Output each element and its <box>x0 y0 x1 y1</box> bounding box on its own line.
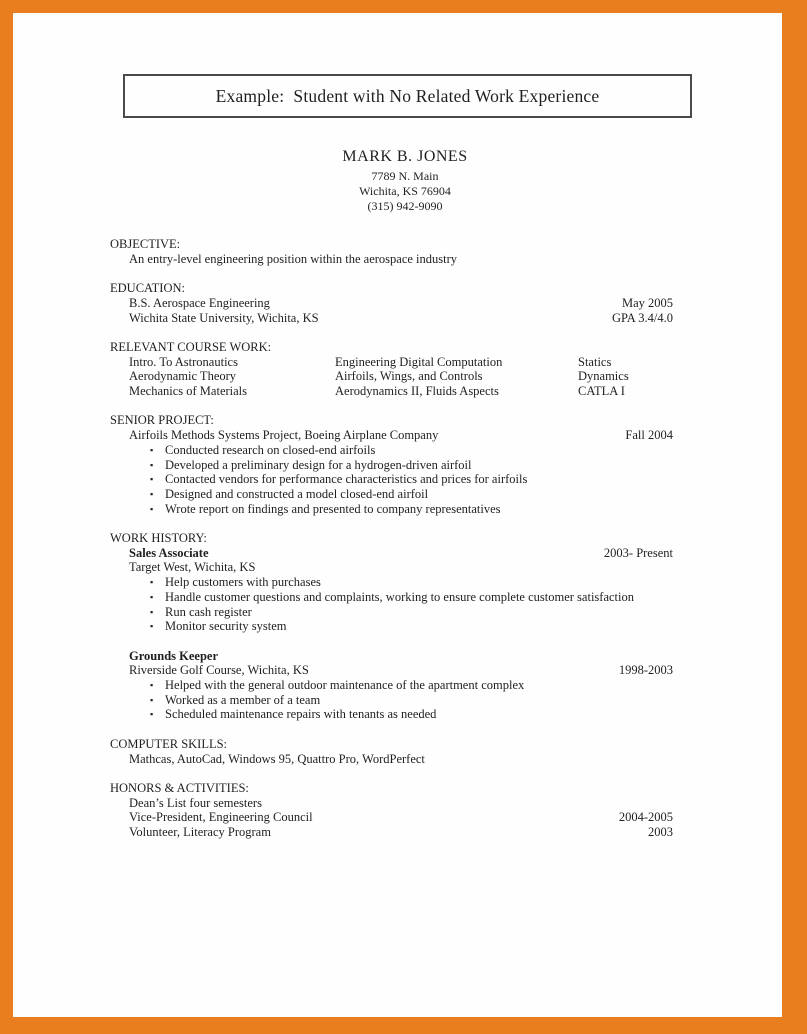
section-education <box>110 281 673 325</box>
bullet-item <box>150 693 673 708</box>
bullet-text: Scheduled maintenance repairs with tenants as needed <box>165 707 437 722</box>
job-employer-row <box>129 663 673 678</box>
degree: B.S. Aerospace Engineering <box>129 295 270 310</box>
bullet-item <box>150 575 673 590</box>
course-item: Dynamics <box>578 369 629 384</box>
section-computer-skills <box>110 737 673 766</box>
job-title-row <box>129 649 673 664</box>
bullet-text: Wrote report on findings and presented to company representatives <box>165 501 501 516</box>
contact-header <box>110 149 700 213</box>
bullet-item <box>150 605 673 620</box>
honors-item-date: 2003 <box>648 825 673 840</box>
section-senior-project <box>110 413 673 516</box>
job-date: 2003- Present <box>603 545 673 560</box>
coursework-col1 <box>129 355 335 399</box>
bullet-item <box>150 678 673 693</box>
city-state-zip: Wichita, KS 76904 <box>359 183 451 198</box>
bullet-text: Help customers with purchases <box>165 575 321 590</box>
bullet-square-icon: ▪ <box>150 694 154 705</box>
job-employer: Target West, Wichita, KS <box>129 560 256 575</box>
bullet-text: Helped with the general outdoor maintenance of the apartment complex <box>165 678 525 693</box>
bullet-text: Contacted vendors for performance characteristics and prices for airfoils <box>165 472 528 487</box>
bullet-item <box>150 458 673 473</box>
bullet-text: Designed and constructed a model closed-end airfoil <box>165 486 429 501</box>
project-date: Fall 2004 <box>625 428 673 443</box>
education-school-row <box>129 311 673 326</box>
bullet-item <box>150 472 673 487</box>
honors-item: Dean’s List four semesters <box>129 795 262 810</box>
course-item: CATLA I <box>578 384 625 398</box>
bullet-square-icon: ▪ <box>150 680 154 691</box>
job-employer-date: 1998-2003 <box>618 663 673 678</box>
education-heading: EDUCATION: <box>110 281 185 296</box>
course-item: Intro. To Astronautics <box>129 354 238 369</box>
honors-item: Vice-President, Engineering Council <box>129 810 313 825</box>
bullet-text: Conducted research on closed-end airfoils <box>165 442 376 457</box>
resume-body <box>110 237 673 840</box>
job-employer-row <box>129 560 673 575</box>
honors-item-row <box>129 796 673 811</box>
street-address: 7789 N. Main <box>371 169 439 183</box>
honors-item-row <box>129 825 673 840</box>
bullet-square-icon: ▪ <box>150 606 154 617</box>
computer-skills-heading: COMPUTER SKILLS: <box>110 736 228 751</box>
bullet-text: Developed a preliminary design for a hydrogen-driven airfoil <box>165 457 472 472</box>
course-item: Statics <box>578 354 612 369</box>
job-title-row <box>129 546 673 561</box>
senior-project-heading: SENIOR PROJECT: <box>110 413 214 428</box>
senior-project-title-row <box>129 428 673 443</box>
bullet-square-icon: ▪ <box>150 591 154 602</box>
bullet-square-icon: ▪ <box>150 577 154 588</box>
school: Wichita State University, Wichita, KS <box>129 310 319 325</box>
bullet-square-icon: ▪ <box>150 488 154 499</box>
degree-date: May 2005 <box>621 295 673 310</box>
example-title: Example: Student with No Related Work Experience <box>215 85 600 106</box>
honors-item: Volunteer, Literacy Program <box>129 825 271 840</box>
job-employer: Riverside Golf Course, Wichita, KS <box>129 663 309 678</box>
job-title: Sales Associate <box>129 545 209 560</box>
job-title: Grounds Keeper <box>129 648 219 663</box>
bullet-square-icon: ▪ <box>150 474 154 485</box>
course-item: Aerodynamics II, Fluids Aspects <box>335 384 499 398</box>
coursework-grid <box>129 355 673 399</box>
section-work-history <box>110 531 673 634</box>
section-honors <box>110 781 673 840</box>
course-item: Mechanics of Materials <box>129 384 248 398</box>
course-item: Aerodynamic Theory <box>129 369 237 384</box>
section-coursework <box>110 340 673 399</box>
bullet-square-icon: ▪ <box>150 621 154 632</box>
project-title: Airfoils Methods Systems Project, Boeing Airplane Company <box>129 428 439 443</box>
education-degree-row <box>129 296 673 311</box>
example-title-box <box>123 74 692 118</box>
candidate-name: MARK B. JONES <box>342 148 468 165</box>
bullet-item <box>150 502 673 517</box>
section-objective <box>110 237 673 266</box>
contact-address <box>110 169 700 213</box>
bullet-item <box>150 707 673 722</box>
objective-text: An entry-level engineering position within the aerospace industry <box>129 251 458 266</box>
bullet-text: Run cash register <box>165 604 252 619</box>
bullet-text: Monitor security system <box>165 619 287 634</box>
course-item: Airfoils, Wings, and Controls <box>335 369 483 384</box>
resume-page <box>13 13 782 1017</box>
bullet-item <box>150 487 673 502</box>
honors-item-row <box>129 810 673 825</box>
bullet-square-icon: ▪ <box>150 709 154 720</box>
objective-heading: OBJECTIVE: <box>110 237 181 251</box>
honors-heading: HONORS & ACTIVITIES: <box>110 780 249 795</box>
bullet-item <box>150 443 673 458</box>
coursework-col3 <box>578 355 673 399</box>
gpa: GPA 3.4/4.0 <box>611 310 673 325</box>
section-job-grounds-keeper <box>110 649 673 723</box>
bullet-text: Worked as a member of a team <box>165 692 321 707</box>
coursework-col2 <box>335 355 578 399</box>
bullet-square-icon: ▪ <box>150 459 154 470</box>
bullet-square-icon: ▪ <box>150 444 154 455</box>
computer-skills-list: Mathcas, AutoCad, Windows 95, Quattro Pro, WordPerfect <box>129 751 425 766</box>
bullet-text: Handle customer questions and complaints, working to ensure complete customer satisfaction <box>165 589 634 604</box>
work-history-heading: WORK HISTORY: <box>110 531 207 545</box>
bullet-item <box>150 590 673 605</box>
bullet-square-icon: ▪ <box>150 503 154 514</box>
phone-number: (315) 942-9090 <box>367 198 443 213</box>
honors-item-date: 2004-2005 <box>618 810 673 825</box>
bullet-item <box>150 619 673 634</box>
coursework-heading: RELEVANT COURSE WORK: <box>110 339 272 354</box>
course-item: Engineering Digital Computation <box>335 354 503 369</box>
